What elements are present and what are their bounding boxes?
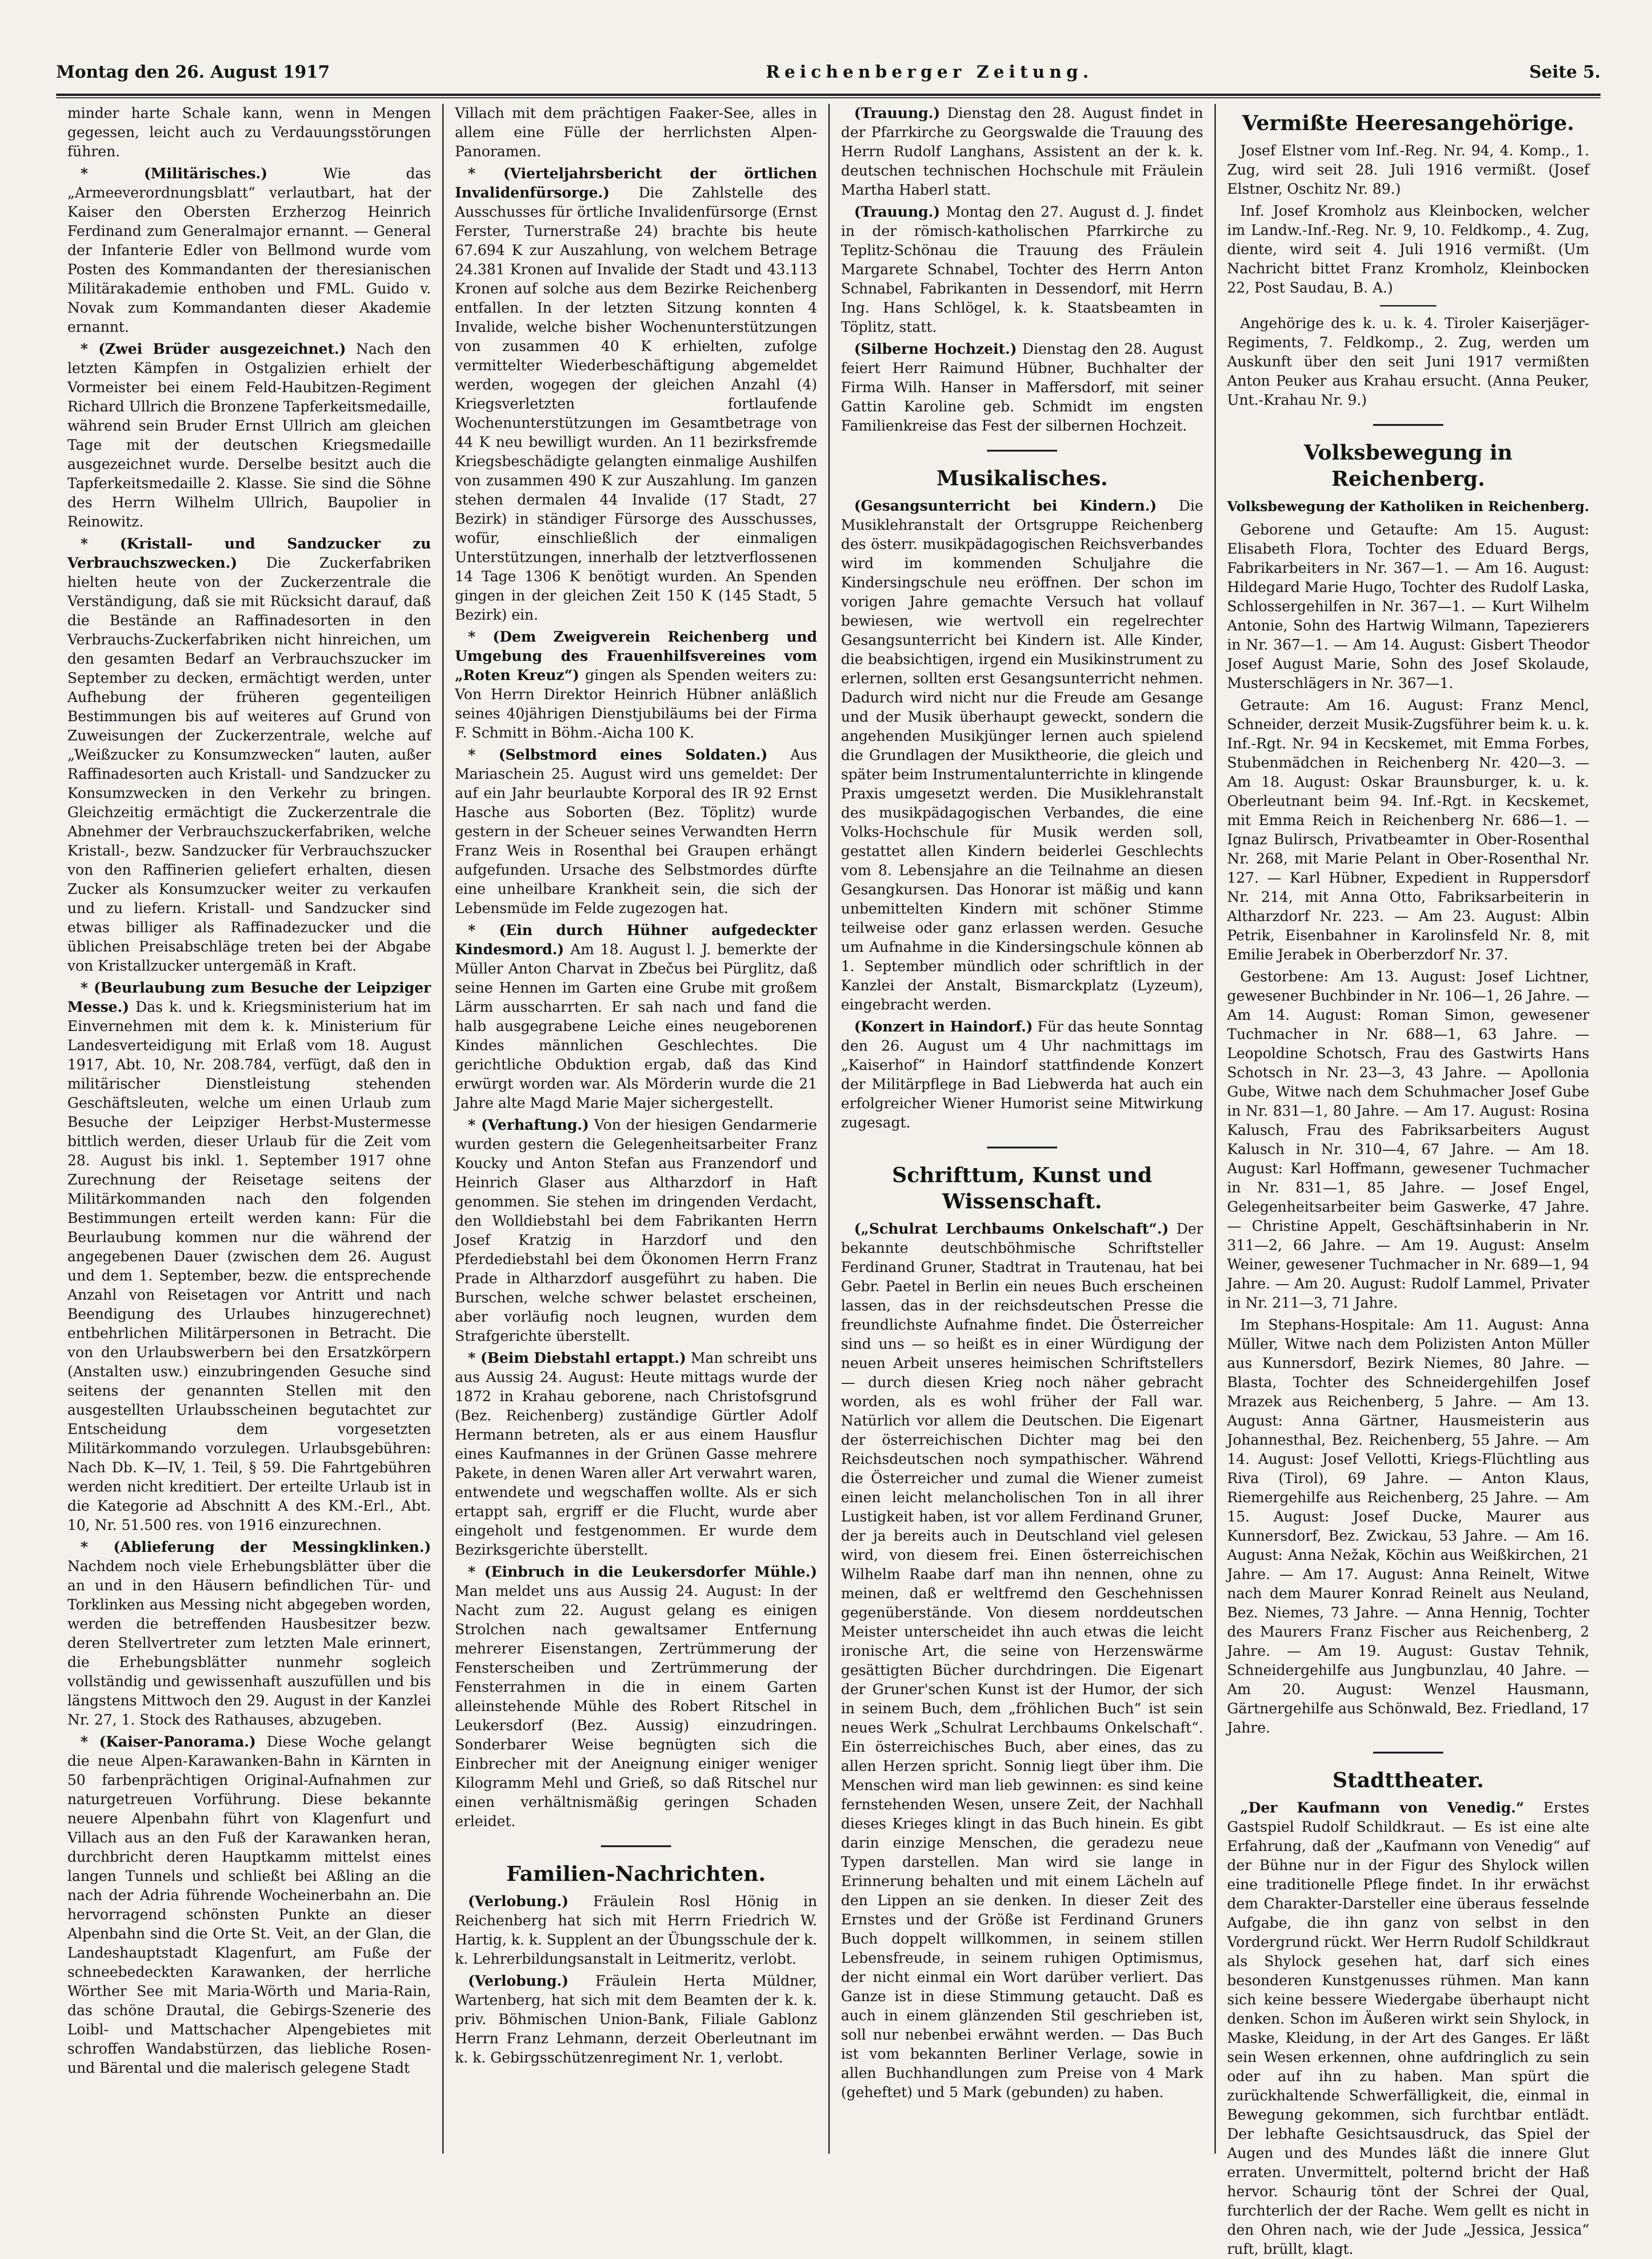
article-text: Nachdem noch viele Erhebungsblätter über die an und in den Häusern befindlichen Tür- und Torklinken aus Messing nicht abgegeben worden, werden die betreffenden Hausbesitzer bezw. deren Stellvertreter zum letzten Male erinnert, die Erhebungsblätter nunmehr sogleich vollständig und gewissenhaft auszufüllen und bis längstens Mittwoch den 29. August in der Kanzlei Nr. 27, 1. Stock des Rathauses, abzugeben. — [67, 1558, 431, 1728]
article-text: Die Zahlstelle des Ausschusses für örtliche Invalidenfürsorge (Ernst Ferster, Turnerstraße 24) brachte bis heute 67.694 K zur Auszahlung, von welchem Betrage 24.381 Kronen auf Invalide der Stadt und 43.113 Kronen auf solche aus dem Bezirke Reichenberg entfallen. In der letzten Sitzung konnten 4 Invalide, welche bisher Wochenunterstützungen von zusammen 40 K erhielten, zufolge vermittelter Wiederbeschäftigung abgemeldet werden, wogegen der gleichen Anzahl (4) Kriegsverletzten fortlaufende Wochenunterstützungen im Gesamtbetrage von 44 K neu bewilligt wurden. An 11 bezirksfremde Kriegsbeschädigte gelangten einmalige Aushilfen von zusammen 490 K zur Auszahlung. Im ganzen stehen dermalen 44 Invalide (17 Stadt, 27 Bezirk) in ständiger Fürsorge des Ausschusses, wofür, einschließlich der einmaligen Unterstützungen, innerhalb der letztverflossenen 14 Tage 1306 K benötigt wurden. An Spenden gingen in der gleichen Zeit 150 K (145 Stadt, 5 Bezirk) ein. — [455, 185, 817, 623]
registry-hospital: Im Stephans-Hospitale: Am 11. August: Anna Müller, Witwe nach dem Polizisten Anton Müller aus Kunnersdorf, Bezirk Niemes, 80 Jahre. — Blasta, Tochter des Schneidergehilfen Josef Mrazek aus Reichenberg, 5 Jahre. — Am 13. August: Anna Gärtner, Hausmeisterin aus Johannesthal, Bez. Reichenberg, 55 Jahre. — Am 14. August: Josef Vellotti, Kriegs-Flüchtling aus Riva (Tirol), 69 Jahre. — Anton Klaus, Riemergehilfe aus Reichenberg, 25 Jahre. — Am 15. August: Josef Ducke, Maurer aus Kunnersdorf, Bez. Zwickau, 53 Jahre. — Am 16. August: Anna Nežak, Köchin aus Weißkirchen, 21 Jahre. — Am 17. August: Anna Reinelt, Witwe nach dem Maurer Konrad Reinelt aus Neuland, Bez. Niemes, 73 Jahre. — Anna Hennig, Tochter des Maurers Franz Fischer aus Reichenberg, 2 Jahre. — Am 19. August: Gustav Tehnik, Schneidergehilfe aus Jungbunzlau, 40 Jahre. — Am 20. August: Wenzel Hausmann, Gärtnergehilfe aus Schönwald, Bez. Friedland, 17 Jahre. — [1227, 1317, 1589, 1736]
column-1 — [56, 104, 442, 2154]
section-separator — [987, 1147, 1057, 1148]
article-text: Aus Mariaschein 25. August wird uns gemeldet: Der auf ein Jahr beurlaubte Korporal des IR 92 Ernst Hasche aus Soborten (Bez. Töplitz) wurde gestern in der Scheuer seines Verwandten Herrn Franz Weis in Rosenthal bei Graupen erhängt aufgefunden. Ursache des Selbstmordes dürfte eine unheilbare Krankheit sein, die sich der Lebensmüde im Felde zugezogen hat. — [455, 747, 817, 917]
article-silberne-hochzeit — [841, 340, 1203, 436]
article-text: gingen als Spenden weiters zu: Von Herrn Direktor Heinrich Hübner anläßlich seines 40jährigen Dienstjubiläums bei der Firma F. Schmitt in Böhm.-Aicha 100 K. — [455, 667, 817, 741]
article-text: Man schreibt uns aus Aussig 24. August: Heute mittags wurde der 1872 in Krahau geborene, nach Christofsgrund (Bez. Reichenberg) zuständige Gürtler Adolf Hermann betreten, als er aus einem Hausflur eines Kaufmannes in der Grünen Gasse mehrere Pakete, in denen Waren aller Art verwahrt waren, entwendete und wegschaffen wollte. Als er sich ertappt sah, ergriff er die Flucht, wurde aber eingeholt und festgenommen. Er wurde dem Bezirksgerichte überstellt. — [455, 1350, 817, 1558]
article-gesangsunterricht — [841, 497, 1203, 1015]
article-text: Wie das „Armeeverordnungsblatt“ verlautbart, hat der Kaiser den Obersten Erzherzog Heinrich Ferdinand zum Generalmajor ernannt. — General der Infanterie Edler von Bellmond wurde vom Posten des Kommandanten der theresianischen Militärakademie enthoben und FML. Guido v. Novak zum Kommandanten dieser Akademie ernannt. — [67, 166, 431, 336]
section-title-vermisste: Vermißte Heeresangehörige. — [1242, 111, 1574, 135]
article-text: Fräulein Herta Müldner, Wartenberg, hat sich mit dem Beamten der k. k. priv. Böhmischen Union-Bank, Filiale Gablonz Herrn Franz Lehmann, derzeit Oberleutnant im k. k. Gebirgsschützenregiment Nr. 1, verlobt. — [455, 1973, 817, 2066]
section-title-familien: Familien-Nachrichten. — [506, 1862, 766, 1886]
header-date: Montag den 26. August 1917 — [56, 62, 330, 82]
article-verlobung-2 — [455, 1972, 817, 2068]
section-title-stadttheater: Stadttheater. — [1332, 1769, 1484, 1792]
article-text: Am 18. August l. J. bemerkte der Müller Anton Charvat in Zbečus bei Pürglitz, daß seine Hennen im Garten eine Grube mit großem Lärm ausscharrten. Er sah nach und fand die halb ausgegrabene Leiche eines neugeborenen Kindes männlichen Geschlechtes. Die gerichtliche Obduktion ergab, daß das Kind erwürgt worden war. Als Mörderin wurde die 21 Jahre alte Magd Marie Majer sichergestellt. — [455, 942, 817, 1111]
header-rule-thin — [56, 97, 1601, 98]
article-verhaftung — [455, 1116, 817, 1346]
article-lead: * (Zwei Brüder ausgezeichnet.) — [80, 341, 346, 358]
article-text: Der bekannte deutschböhmische Schriftsteller Ferdinand Gruner, Stadtrat in Trautenau, hat bei Gebr. Paetel in Berlin ein neues Buch erscheinen lassen, das in der reichsdeutschen Presse die freundlichste Aufnahme findet. Die Österreicher sind uns — so heißt es in einer Würdigung der neuen Arbeit unseres heimischen Schriftstellers — durch diesen Krieg noch näher gebracht worden, als es wohl früher der Fall war. Natürlich vor allem die Deutschen. Die Eigenart der österreichischen Dichter mag bei den Reichsdeutschen noch sympathischer. Während die Österreicher und zumal die Wiener zumeist einen leicht melancholischen Ton in all ihrer Lustigkeit haben, ist vor allem Ferdinand Gruner, der ja bereits auch in Deutschland viel gelesen wird, von diesem frei. Einen österreichischen Wilhelm Raabe darf man ihn nennen, ohne zu meinen, daß er weltfremd den Geschehnissen gegenüberstände. Von diesem norddeutschen Meister unterscheidet ihn auch etwas die leicht ironische Art, die seine von Herzenswärme gesättigten Bücher durchdringen. Die Eigenart der Gruner'schen Kunst ist der Humor, der sich in seinem Buch, dem „fröhlichen Buch“ ist sein neues Werk „Schulrat Lerchbaums Onkelschaft“. Ein österreichisches Buch, aber eines, das zu allen Herzen spricht. Sonnig liegt über ihm. Die Menschen wird man lieb gewinnen: es sind keine fernstehenden Wesen, unsere Zeit, der Nachhall dieses Krieges klingt in das Buch hinein. Es gibt darin einzige Menschen, die geradezu neue Typen darstellen. Man wird sie lange in Erinnerung behalten und mit einem Lächeln auf den Lippen an sie denken. In dieser Zeit des Ernstes und der Größe ist Ferdinand Gruners Buch doppelt willkommen, in seinem stillen Lebensfreude, in seinem ruhigen Optimismus, der nicht einmal ein Wort darüber verliert. Das Ganze ist in diese Stimmung getaucht. Daß es auch in einem glänzenden Stil geschrieben ist, soll nur nebenbei erwähnt werden. — Das Buch ist vom bekannten Berliner Verlage, sowie in allen Buchhandlungen zum Preise von 4 Mark (geheftet) und 5 Mark (gebunden) zu haben. — [841, 1221, 1203, 2101]
article-lead: * (Militärisches.) — [80, 165, 268, 182]
article-text: Man meldet uns aus Aussig 24. August: In der Nacht zum 22. August gelang es einigen Strolchen nach gewaltsamer Entfernung mehrerer Eisenstangen, Zertrümmerung der Fensterscheiben und Zertrümmerung der Fensterrahmen in die in einem Garten alleinstehende Mühle des Robert Ritschel in Leukersdorf (Bez. Aussig) einzudringen. Sonderbarer Weise begnügten sich die Einbrecher mit der Aneignung einiger weniger Kilogramm Mehl und Grieß, so daß Ritschel nur einen verhältnismäßig geringen Schaden erleidet. — [455, 1583, 817, 1830]
section-title-schrifttum: Schrifttum, Kunst und Wissenschaft. — [892, 1163, 1152, 1214]
section-title-volksbewegung: Volksbewegung in Reichenberg. — [1304, 441, 1513, 491]
article-kaiser-panorama — [67, 1733, 431, 2078]
missing-person-1: Josef Elstner vom Inf.-Reg. Nr. 94, 4. Komp., 1. Zug, wird seit 28. Juli 1916 vermißt. (Josef Elstner, Oschitz Nr. 89.) — [1227, 143, 1589, 197]
section-separator — [1380, 305, 1436, 307]
article-text: Dienstag den 28. August feiert Herr Raimund Hübner, Buchhalter der Firma Wilh. Hanser in Maffersdorf, mit seiner Gattin Karoline geb. Schmidt im engsten Familienkreise das Fest der silbernen Hochzeit. — [841, 341, 1204, 434]
article-verlobung-1 — [455, 1892, 817, 1969]
missing-person-3: Angehörige des k. u. k. 4. Tiroler Kaiserjäger-Regiments, 7. Feldkomp., 2. Zug, werden um Auskunft über den seit Juni 1917 vermißten Anton Peuker aus Krahau ersucht. (Anna Peuker, Unt.-Krahau Nr. 9.) — [1227, 315, 1589, 409]
article-militaerisches — [67, 164, 431, 337]
article-lead: * (Ablieferung der Messingklinken.) — [80, 1539, 431, 1556]
article-lead: * (Beim Diebstahl ertappt.) — [468, 1350, 687, 1367]
article-text: Für das heute Sonntag den 26. August um 4 Uhr nachmittags im „Kaiserhof“ in Haindorf stattfindende Konzert der Militärpflege in Bad Liebwerda hat auch ein erfolgreicher Wiener Humorist seine Mitwirkung zugesagt. — [841, 1019, 1203, 1131]
section-separator — [601, 1845, 671, 1847]
registry-births: Geborene und Getaufte: Am 15. August: Elisabeth Flora, Tochter des Eduard Bergs, Fabrikarbeiters in Nr. 367—1. — Am 16. August: Hildegard Marie Hugo, Tochter des Rudolf Laska, Schlossergehilfen in Nr. 367—1. — Kurt Wilhelm Antonie, Sohn des Hartwig Wilmann, Tapezierers in Nr. 367—1. — Am 14. August: Gisbert Theodor Josef August Marie, Sohn des Josef Skolaude, Musterschlägers in Nr. 367—1. — [1227, 522, 1589, 692]
article-text: Nach den letzten Kämpfen in Ostgalizien erhielt der Vormeister bei einem Feld-Haubitzen-Regiment Richard Ullrich die Bronzene Tapferkeitsmedaille, während sein Bruder Ernst Ullrich am gleichen Tage mit der deutschen Kriegsmedaille ausgezeichnet wurde. Derselbe besitzt auch die Tapferkeitsmedaille 2. Klasse. Sie sind die Söhne des Herrn Wilhelm Ullrich, Baupolier in Reinowitz. — [67, 341, 431, 530]
header-rule — [56, 94, 1601, 96]
page-header — [56, 55, 1601, 89]
section-separator — [987, 450, 1057, 452]
header-title: Reichenberger Zeitung. — [766, 62, 1094, 82]
article-leipziger-messe — [67, 979, 431, 1535]
article-lead: (Silberne Hochzeit.) — [854, 341, 1017, 358]
article-lead: * (Vierteljahrsbericht der örtlichen Invalidenfürsorge.) — [455, 165, 817, 201]
header-page-number: Seite 5. — [1529, 62, 1601, 82]
article-text: Diese Woche gelangt die neue Alpen-Karawanken-Bahn in Kärnten in 50 farbenprächtigen Original-Aufnahmen zur naturgetreuen Vorführung. Diese bekannte neuere Alpenbahn führt von Klagenfurt und Villach aus an den Fuß der Karawanken heran, durchbricht deren Hauptkamm mittelst eines langen Tunnels und schließt bei Aßling an die nach der Adria führende Wocheinerbahn an. Die hervorragend schönsten Punkte an dieser Alpenbahn sind die Orte St. Veit, an der Glan, die Landeshauptstadt Klagenfurt, am Fuße der schneebedeckten Karawanken, der herrliche Wörther See mit Maria-Wörth und Maria-Rain, das schöne Drautal, die Gebirgs-Szenerie des Loibl- und Mattschacher Alpengebietes mit schroffen Wandabstürzen, das liebliche Rosen- und Bärental und die malerisch gelegene Stadt — [67, 1734, 431, 2076]
missing-person-2: Inf. Josef Kromholz aus Kleinbocken, welcher im Landw.-Inf.-Reg. Nr. 9, 10. Feldkomp., 4. Zug, diente, wird seit 4. Juli 1916 vermißt. (Um Nachricht bittet Franz Kromholz, Kleinbocken 22, Post Saudau, B. A.) — [1227, 203, 1589, 296]
article-text: Die Musiklehranstalt der Ortsgruppe Reichenberg des österr. musikpädagogischen Reichsverbandes wird im kommenden Schuljahre die Kindersingschule neu eröffnen. Der schon im vorigen Jahre gemachte Versuch hat vollauf bewiesen, wie wertvoll ein regelrechter Gesangsunterricht bei Kindern ist. Alle Kinder, die beabsichtigen, irgend ein Musikinstrument zu erlernen, sollten erst Gesangsunterricht nehmen. Dadurch wird nicht nur die Freude am Gesange und der Musik überhaupt geweckt, sondern die angehenden Musikjünger lernen auch spielend die Grundlagen der Musiktheorie, die gleich und später beim Instrumentalunterrichte in klingende Praxis umgesetzt werden. Die Musiklehranstalt des musikpädagogischen Verbandes, die eine Volks-Hochschule für Musik werden soll, gestattet allen Kindern beiderlei Geschlechts vom 8. Lebensjahre an die Teilnahme an diesen Gesangkursen. Das Honorar ist mäßig und kann unbemittelten Kindern mit schöner Stimme teilweise oder ganz erlassen werden. Gesuche um Aufnahme in die Kindersingschule können ab 1. September mündlich oder schriftlich in der Kanzlei der Anstalt, Bismarckplatz (Lyzeum), eingebracht werden. — [841, 498, 1203, 1013]
article-zwei-brueder — [67, 340, 431, 532]
section-separator — [1373, 424, 1443, 426]
article-text: Fräulein Rosl Hönig in Reichenberg hat sich mit Herrn Friedrich W. Hartig, k. k. Supplent an der Übungsschule der k. k. Lehrerbildungsanstalt in Leitmeritz, verlobt. — [455, 1893, 817, 1967]
article-trauung-1 — [841, 104, 1203, 200]
article-lead: (Gesangsunterricht bei Kindern.) — [854, 497, 1157, 514]
article-lead: (Verlobung.) — [468, 1893, 569, 1910]
article-lead: * (Beurlaubung zum Besuche der Leipziger Messe.) — [67, 980, 431, 1016]
article-lead: („Schulrat Lerchbaums Onkelschaft“.) — [854, 1221, 1169, 1237]
article-zweigverein — [455, 628, 817, 743]
article-text: Dienstag den 28. August findet in der Pfarrkirche zu Georgswalde die Trauung des Herrn Rudolf Langhans, Assistent an der k. k. deutschen technischen Hochschule mit Fräulein Martha Haberl statt. — [841, 105, 1203, 198]
article-lead: (Trauung.) — [854, 204, 940, 220]
article-text: Das k. und k. Kriegsministerium hat im Einvernehmen mit dem k. k. Ministerium für Landesverteidigung mit Erlaß vom 18. August 1917, Abt. 10, Nr. 208.784, verfügt, daß den in militärischer Dienstleistung stehenden Geschäftsleuten, welche um einen Urlaub zum Besuche der Leipziger Herbst-Mustermesse bittlich werden, dieser Urlaub für die Zeit vom 28. August bis inkl. 1. September 1917 ohne Zurechnung der Reisetage seitens der Militärkommanden nach den folgenden Bestimmungen erteilt werden kann: Für die Beurlaubung kommen nur die während der angegebenen Dauer (zwischen dem 26. August und dem 1. September, bezw. die entsprechende Anzahl von Reisetagen vor Antritt und nach Beendigung des Urlaubes hinzugerechnet) entbehrlichen Militärpersonen in Betracht. Die von den Urlaubswerbern bei den Ersatzkörpern (Anstalten usw.) einzubringenden Gesuche sind seitens der genannten Stellen mit den ausgestellten Urlaubsscheinen begutachtet zur Entscheidung dem vorgesetzten Militärkommando vorzulegen. Urlaubsgebühren: Nach Db. K—IV, 1. Teil, § 59. Die Fahrtgebühren werden nicht kreditiert. Der erteilte Urlaub ist in die Kategorie ad Abschnitt A des KM.-Erl., Abt. 10, Nr. 51.500 res. von 1916 einzurechnen. — [67, 999, 431, 1534]
article-konzert — [841, 1017, 1203, 1133]
article-lead: * (Kristall- und Sandzucker zu Verbrauchszwecken.) — [67, 535, 431, 571]
column-3 — [828, 104, 1214, 2154]
article-text: Montag den 27. August d. J. findet in der römisch-katholischen Pfarrkirche zu Teplitz-Schönau die Trauung des Fräulein Margarete Schnabel, Tochter des Herrn Anton Schnabel, Fabrikanten in Dessendorf, mit Herrn Ing. Hans Schlögel, k. k. Staatsbeamten in Töplitz, statt. — [841, 204, 1203, 336]
article-lerchbaum — [841, 1220, 1203, 2102]
article-zucker — [67, 534, 431, 976]
article-lead: * (Verhaftung.) — [468, 1117, 589, 1133]
article-panorama-continued: Villach mit dem prächtigen Faaker-See, alles in allem eine Fülle der herrlichsten Alpen-Panoramen. — [455, 105, 817, 160]
article-text: Die Zuckerfabriken hielten heute von der Zuckerzentrale die Verständigung, daß sie mit Rücksicht darauf, daß die Bestände an Raffinadesorten in den Verbrauchs-Zuckerfabriken nicht hinreichen, um den gesamten Bedarf an Verbrauchszucker im September zu decken, ermächtigt werden, unter Aufhebung der früheren gegenteiligen Bestimmungen bis auf weiteres auf Grund von Zuweisungen der Zuckerzentrale, welche auf „Weißzucker zu Konsumzwecken“ lauten, außer Raffinadesorten auch Kristall- und Sandzucker zu Konsumzwecken in den Verkehr zu bringen. Gleichzeitig ermächtigt die Zuckerzentrale die Abnehmer der Verbrauchszuckerfabriken, welche Kristall-, bezw. Sandzucker für Verbrauchszucker von den Raffinerien geliefert erhalten, diesen Zucker als Konsumzucker weiter zu verkaufen und zu liefern. Kristall- und Sandzucker sind etwas billiger als Raffinadezucker und die üblichen Preisabschläge treten bei der Abgabe von Kristallzucker untergemäß in Kraft. — [67, 555, 431, 974]
article-einbruch — [455, 1563, 817, 1831]
article-intro-continued: minder harte Schale kann, wenn in Mengen gegessen, leicht auch zu Verdauungsstörungen führen. — [67, 105, 431, 160]
section-subtitle-katholiken: Volksbewegung der Katholiken in Reichenberg. — [1227, 498, 1589, 514]
column-2 — [442, 104, 828, 2154]
columns — [56, 104, 1601, 2258]
article-lead: * (Ein durch Hühner aufgedeckter Kindesmord.) — [455, 922, 817, 958]
section-title-musikalisches: Musikalisches. — [936, 467, 1108, 490]
article-text: Erstes Gastspiel Rudolf Schildkraut. — Es ist eine alte Erfahrung, daß der „Kaufmann von Venedig“ auf der Bühne nur in der Figur des Shylock willen eine traditionelle Pflege findet. In ihr erwächst dem Charakter-Darsteller eine überaus fesselnde Aufgabe, die ihn ganz von selbst in den Vordergrund rückt. Wer Herrn Rudolf Schildkraut als Shylock gesehen hat, darf sich eines besonderen Kunstgenusses rühmen. Man kann sich keine bessere Wiedergabe überhaupt nicht denken. Schon im Äußeren wirkt sein Shylock, in Maske, Kleidung, in der Art des Ganges. Er läßt sein Wesen erkennen, ohne aufdringlich zu sein oder auf ihn zu haben. Man spürt die zurückhaltende Schwerfälligkeit, die, einmal in Bewegung gekommen, sich furchtbar entlädt. Der lebhafte Gesichtsausdruck, das Spiel der Augen und des Mundes läßt die innere Glut erraten. Unvermittelt, polternd bricht der Haß hervor. Schaurig tönt der Schrei der Qual, furchterlich der der Rache. Wem gellt es nicht in den Ohren nach, wie der Jude „Jessica, Jessica“ ruft, brüllt, klagt. — [1227, 1800, 1589, 2258]
article-lead: (Konzert in Haindorf.) — [854, 1018, 1033, 1035]
article-lead: (Trauung.) — [854, 105, 940, 122]
article-kindesmord — [455, 921, 817, 1113]
article-messingklinken — [67, 1538, 431, 1730]
article-lead: „Der Kaufmann von Venedig.“ — [1240, 1799, 1524, 1816]
article-text: Von der hiesigen Gendarmerie wurden gestern die Gelegenheitsarbeiter Franz Koucky und Anton Stefan aus Franzendorf und Heinrich Glaser aus Altharzdorf in Haft genommen. Sie stehen im dringenden Verdacht, den Wolldiebstahl bei dem Fabrikanten Herrn Josef Kratzig in Harzdorf und den Pferdediebstahl bei dem Ökonomen Herrn Franz Prade in Altharzdorf ausgeführt zu haben. Die Burschen, welche schwer belastet erscheinen, aber vorläufig noch leugnen, wurden dem Strafgerichte überstellt. — [455, 1117, 817, 1345]
registry-deaths: Gestorbene: Am 13. August: Josef Lichtner, gewesener Buchbinder in Nr. 106—1, 26 Jahre. — Am 14. August: Roman Simon, gewesener Tuchmacher in Nr. 688—1, 63 Jahre. — Leopoldine Schotsch, Frau des Gastwirts Hans Schotsch in Nr. 23—3, 43 Jahre. — Apollonia Gube, Witwe nach dem Schuhmacher Josef Gube in Nr. 831—1, 80 Jahre. — Am 17. August: Rosina Kalusch, Frau des Fabriksarbeiters August Kalusch in Nr. 310—4, 67 Jahre. — Am 18. August: Karl Hoffmann, gewesener Tuchmacher in Nr. 831—1, 85 Jahre. — Josef Engel, Gelegenheitsarbeiter beim Gaswerke, 47 Jahre. — Christine Appelt, Geschäftsinhaberin in Nr. 311—2, 66 Jahre. — Am 19. August: Anselm Weiner, gewesener Tuchmacher in Nr. 689—1, 94 Jahre. — Am 20. August: Rudolf Lammel, Privater in Nr. 211—3, 71 Jahre. — [1227, 969, 1589, 1311]
article-selbstmord — [455, 746, 817, 918]
section-separator — [1373, 1752, 1443, 1754]
article-diebstahl — [455, 1349, 817, 1560]
article-lead: * (Kaiser-Panorama.) — [80, 1733, 256, 1750]
article-lead: * (Dem Zweigverein Reichenberg und Umgebung des Frauenhilfsvereines vom „Roten Kreuz“) — [455, 629, 817, 684]
article-kaufmann-venedig — [1227, 1798, 1589, 2259]
article-lead: * (Selbstmord eines Soldaten.) — [468, 746, 768, 763]
article-invalidenfuersorge — [455, 164, 817, 625]
article-trauung-2 — [841, 203, 1203, 337]
article-lead: * (Einbruch in die Leukersdorfer Mühle.) — [468, 1564, 817, 1580]
article-lead: (Verlobung.) — [468, 1973, 569, 1989]
column-4 — [1214, 104, 1601, 2258]
registry-marriages: Getraute: Am 16. August: Franz Mencl, Schneider, derzeit Musik-Zugsführer beim k. u. k. Inf.-Rgt. Nr. 94 in Kecskemet, mit Emma Forbes, Stubenmädchen in Reichenberg Nr. 420—3. — Am 18. August: Oskar Braunsburger, k. u. k. Oberleutnant beim 94. Inf.-Rgt. in Kecskemet, mit Emma Reich in Reichenberg Nr. 686—1. — Ignaz Bulirsch, Privatbeamter in Ober-Rosenthal Nr. 268, mit Marie Pelant in Ober-Rosenthal Nr. 127. — Karl Hübner, Expedient in Ruppersdorf Nr. 214, mit Anna Otto, Fabriksarbeiterin in Altharzdorf Nr. 223. — Am 23. August: Albin Petrik, Eisenbahner in Karolinsfeld Nr. 8, mit Emilie Jerabek in Oberberzdorf Nr. 37. — [1227, 697, 1589, 963]
